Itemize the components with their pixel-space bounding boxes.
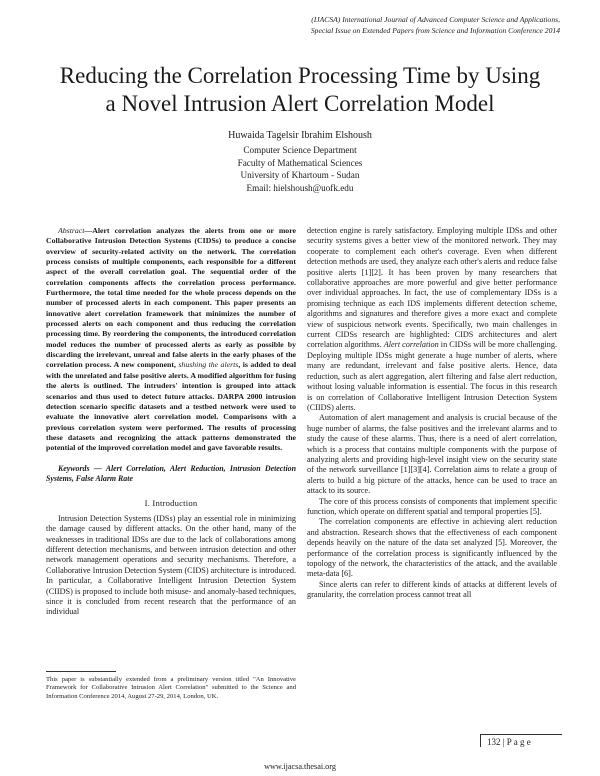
right-column	[307, 226, 557, 601]
paragraph-2: Automation of alert management and analysis is crucial because of the huge number of alarms, the false positives and the irrelevant alarms and to study the cause of these alarms. Thus, there is a need of alert correlation, which is a process that contains multiple components with the purpose of analyzing alerts and providing high-level insight view on the security state of the network surveillance [1][3][4]. Correlation aims to relate a group of alerts to build a big picture of the attacks, hence can be used to trace an attack to its source.	[307, 413, 557, 496]
paper-title-line2: a Novel Intrusion Alert Correlation Model	[105, 91, 495, 116]
footer-url: www.ijacsa.thesai.org	[264, 762, 336, 771]
abstract-emphasis: shushing the alerts	[178, 360, 239, 370]
page-number: 132 | P a g e	[480, 734, 562, 747]
abstract	[46, 226, 296, 454]
footnote-rule	[46, 671, 116, 672]
paragraph-3: The core of this process consists of components that implement specific function, which operate on different spatial and temporal properties [5].	[307, 496, 557, 516]
author-email: Email: hielshoush@uofk.edu	[246, 182, 354, 193]
paragraph-1-text-a: detection engine is rarely satisfactory. Employing multiple IDSs and other security systems gives a better view of the monitored network. They may cooperate to complement each other's coverage. Even when different detection methods are used, they analyze each other's alerts and reduce false positive alerts [1][2]. It has been proven by many researchers that collaborative approaches are more powerful and give better performance over individual approaches. In fact, the use of complementary IDSs is a promising technique as each IDS implements different detection scheme, algorithms and signatures and therefore gives a more exact and complete view of suspicious network events. Specifically, two main challenges in current CIDSs research are highlighted: CIDS architectures and alert correlation algorithms.	[307, 226, 557, 350]
section-heading-introduction: I. Introduction	[144, 498, 198, 509]
paragraph-1-emphasis: Alert correlation	[383, 340, 439, 350]
journal-header	[120, 14, 560, 36]
abstract-label: Abstract	[58, 226, 85, 235]
journal-header-line1: (IJACSA) International Journal of Advanced Computer Science and Applications,	[311, 15, 560, 24]
author-university: University of Khartoum - Sudan	[240, 170, 360, 181]
left-column	[46, 226, 296, 618]
footnote: This paper is substantially extended from a preliminary version titled "An Innovative Framework for Collaborative Intrusion Alert Correlation" submitted to the Science and Information Conference 2014, August 27-29, 2014, London, UK.	[46, 676, 296, 700]
paragraph-4: The correlation components are effective in achieving alert reduction and abstraction. Research shows that the effectiveness of each component depends heavily on the nature of the data set analyzed [5]. Moreover, the performance of the correlation process is significantly influenced by the topology of the network, the characteristics of the attack, and the available meta-data [6].	[307, 517, 557, 579]
abstract-text-1: —Alert correlation analyzes the alerts from one or more Collaborative Intrusion Detection Systems (CIDSs) to produce a concise overview of security-related activity on the network. The correlation process consists of multiple components, each responsible for a different aspect of the overall correlation goal. The sequential order of the correlation components affects the correlation process performance. Furthermore, the total time needed for the whole process depends on the number of processed alerts in each component. This paper presents an innovative alert correlation framework that minimizes the number of processed alerts on each component and thus reducing the correlation processing time. By reordering the components, the introduced correlation model reduces the number of processed alerts as early as possible by discarding the irrelevant, unreal and false alerts in the early phases of the correlation process. A new component,	[46, 226, 296, 370]
journal-header-line2: Special Issue on Extended Papers from Science and Information Conference 2014	[310, 26, 560, 35]
paragraph-1	[307, 226, 557, 413]
abstract-text-2: , is added to deal with the unrelated and false positive alerts. A modified algorithm for fusing the alerts is outlined. The intruders' intention is grouped into attack scenarios and thus used to detect future attacks. DARPA 2000 intrusion detection scenario specific datasets and a testbed network were used to evaluate the innovative alert correlation model. Comparisons with a previous correlation system were performed. The results of processing these datasets and recognizing the attack patterns demonstrated the potential of the improved correlation model and gave favorable results.	[46, 360, 296, 453]
author-block	[150, 130, 450, 194]
author-name: Huwaida Tagelsir Ibrahim Elshoush	[228, 130, 372, 141]
paragraph-5: Since alerts can refer to different kinds of attacks at different levels of granularity, the correlation process cannot treat all	[307, 579, 557, 600]
paper-title-line1: Reducing the Correlation Processing Time by Using	[59, 63, 541, 88]
keywords: Keywords — Alert Correlation, Alert Reduction, Intrusion Detection Systems, False Alarm Rate	[46, 463, 296, 483]
author-faculty: Faculty of Mathematical Sciences	[237, 157, 363, 168]
intro-paragraph: Intrusion Detection Systems (IDSs) play an essential role in minimizing the damage caused by different attacks. On the other hand, many of the weaknesses in traditional IDSs are due to the lack of collaborations among different detection mechanisms, and between intrusion detection and other network management operations and security mechanisms. Therefore, a Collaborative Intrusion Detection System (CIDS) architecture is introduced. In particular, a Collaborative Intelligent Intrusion Detection System (CIIDS) is proposed to include both misuse- and anomaly-based techniques, since it is concluded from recent research that the performance of an individual	[46, 513, 296, 617]
paper-title	[30, 62, 570, 118]
paragraph-1-text-b: in CIDSs will be more challenging. Deploying multiple IDSs might generate a huge number of alerts, where many are redundant, irrelevant and false positive alerts. Hence, data reduction, such as alert aggregation, alert filtering and false alert reduction, without losing valuable information is essential. The focus in this research is on correlation of Collaborative Intelligent Intrusion Detection System (CIIDS) alerts.	[307, 340, 557, 412]
author-department: Computer Science Department	[243, 145, 357, 156]
